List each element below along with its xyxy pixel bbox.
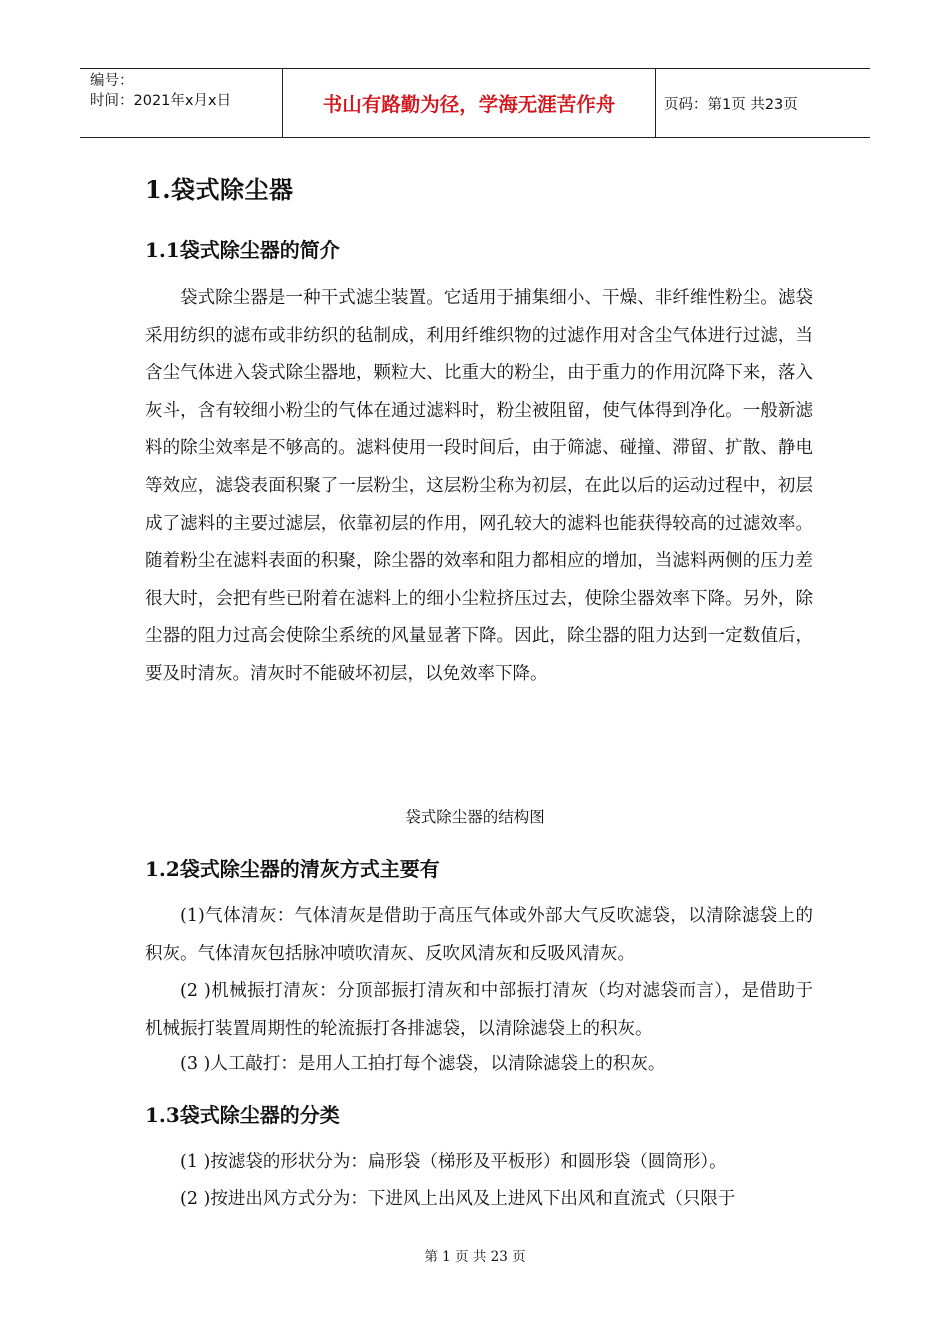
- header-meta: [80, 69, 282, 137]
- classification-item-2: (2 )按进出风方式分为：下进风上出风及上进风下出风和直流式（只限于: [180, 1189, 736, 1209]
- intro-paragraph: 袋式除尘器是一种干式滤尘装置。它适用于捕集细小、干燥、非纤维性粉尘。滤袋采用纺织的滤布或非纺织的毡制成，利用纤维织物的过滤作用对含尘气体进行过滤，当含尘气体进入袋式除尘器地，颗粒大、比重大的粉尘，由于重力的作用沉降下来，落入灰斗，含有较细小粉尘的气体在通过滤料时，粉尘被阻留，使气体得到净化。一般新滤料的除尘效率是不够高的。滤料使用一段时间后，由于筛滤、碰撞、滞留、扩散、静电等效应，滤袋表面积聚了一层粉尘，这层粉尘称为初层，在此以后的运动过程中，初层成了滤料的主要过滤层，依靠初层的作用，网孔较大的滤料也能获得较高的过滤效率。随着粉尘在滤料表面的积聚，除尘器的效率和阻力都相应的增加，当滤料两侧的压力差很大时，会把有些已附着在滤料上的细小尘粒挤压过去，使除尘器效率下降。另外，除尘器的阻力过高会使除尘系统的风量显著下降。因此，除尘器的阻力达到一定数值后，要及时清灰。清灰时不能破坏初层，以免效率下降。: [145, 288, 813, 684]
- document-title: 1.袋式除尘器: [145, 175, 294, 204]
- section-heading-cleaning: 1.2袋式除尘器的清灰方式主要有: [145, 857, 440, 881]
- classification-item-1: (1 )按滤袋的形状分为：扁形袋（梯形及平板形）和圆形袋（圆筒形）。: [180, 1152, 727, 1172]
- header-motto: 书山有路勤为径，学海无涯苦作舟: [282, 69, 656, 137]
- number-label: 编号：: [90, 73, 134, 89]
- time-label: 时间：2021年x月x日: [90, 93, 232, 109]
- section-heading-intro: 1.1袋式除尘器的简介: [145, 238, 340, 262]
- cleaning-item-1: (1)气体清灰：气体清灰是借助于高压气体或外部大气反吹滤袋，以清除滤袋上的积灰。气体清灰包括脉冲喷吹清灰、反吹风清灰和反吸风清灰。: [145, 906, 813, 964]
- page-header: [80, 68, 870, 138]
- cleaning-item-3: (3 )人工敲打：是用人工拍打每个滤袋，以清除滤袋上的积灰。: [180, 1054, 666, 1074]
- figure-caption: 袋式除尘器的结构图: [405, 808, 545, 826]
- page-footer: 第 1 页 共 23 页: [424, 1249, 526, 1265]
- header-page-info: 页码：第1页 共23页: [664, 96, 798, 113]
- section-heading-classification: 1.3袋式除尘器的分类: [145, 1103, 340, 1127]
- cleaning-item-2: (2 )机械振打清灰：分顶部振打清灰和中部振打清灰（均对滤袋而言），是借助于机械振打装置周期性的轮流振打各排滤袋，以清除滤袋上的积灰。: [145, 981, 813, 1039]
